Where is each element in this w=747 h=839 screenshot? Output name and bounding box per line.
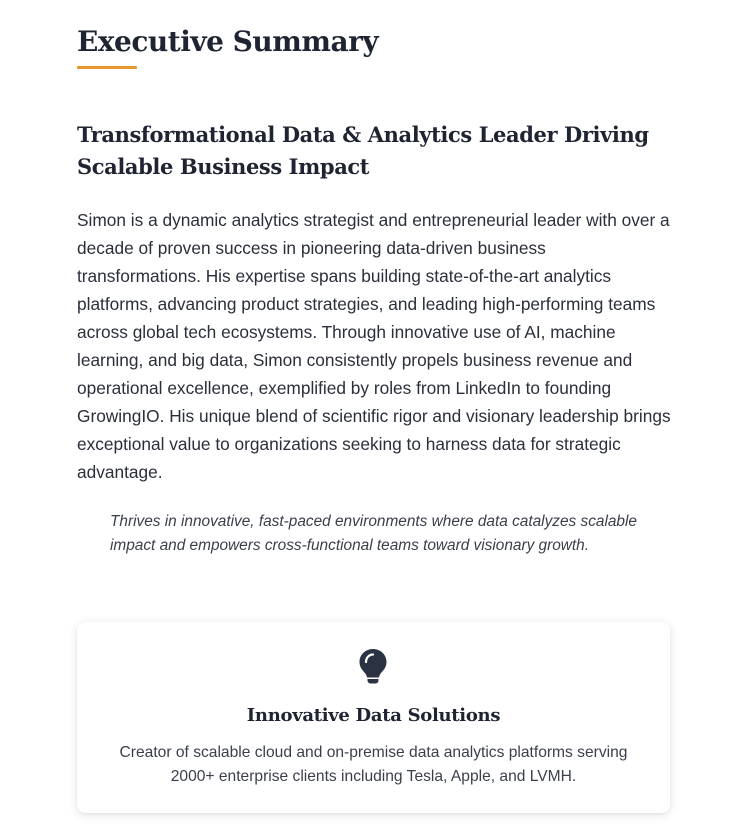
summary-paragraph: Simon is a dynamic analytics strategist and entrepreneurial leader with over a decade of proven success in pioneering data-driven business transformations. His expertise spans building state-of-the-art analytics platforms, advancing product strategies, and leading high-performing teams across global tech ecosystems. Through innovative use of AI, machine learning, and big data, Simon consistently propels business revenue and operational excellence, exemplified by roles from LinkedIn to founding GrowingIO. His unique blend of scientific rigor and visionary leadership brings exceptional value to organizations seeking to harness data for strategic advantage. <box>77 210 671 482</box>
summary-quote: Thrives in innovative, fast-paced environments where data catalyzes scalable impact and empowers cross-functional teams toward visionary growth. <box>110 513 637 554</box>
lightbulb-icon <box>358 648 388 684</box>
section-title: Executive Summary <box>77 25 379 58</box>
highlight-card <box>77 622 670 813</box>
card-description: Creator of scalable cloud and on-premise data analytics platforms serving 2000+ enterprise clients including Tesla, Apple, and LVMH. <box>119 744 628 785</box>
title-underline <box>77 66 137 69</box>
card-title: Innovative Data Solutions <box>246 705 501 726</box>
headline: Transformational Data & Analytics Leader Driving Scalable Business Impact <box>77 122 649 179</box>
